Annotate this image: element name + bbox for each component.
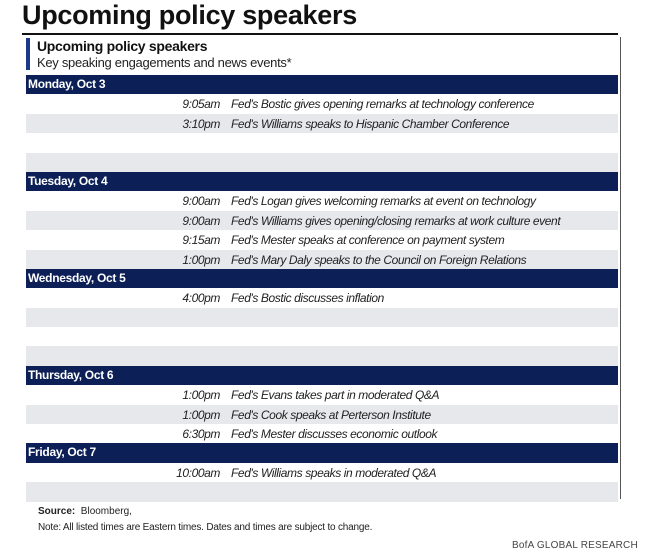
event-time: 9:15am (182, 233, 220, 248)
day-header (26, 172, 618, 191)
event-time: 9:00am (182, 194, 220, 209)
event-row (26, 211, 618, 230)
brand-label: BofA GLOBAL RESEARCH (512, 540, 638, 551)
page-title: Upcoming policy speakers (22, 0, 357, 30)
footer-note: Note: All listed times are Eastern times. Dates and times are subject to change. (38, 522, 373, 533)
day-header (26, 443, 618, 462)
footer-source (38, 506, 132, 517)
event-time: 6:30pm (182, 427, 220, 442)
blank-row (26, 482, 618, 501)
event-row (26, 463, 618, 482)
event-description: Fed's Mester speaks at conference on payment system (231, 233, 505, 248)
panel-title: Upcoming policy speakers (37, 38, 208, 54)
title-rule (22, 33, 618, 35)
blank-row (26, 153, 618, 172)
event-time: 4:00pm (182, 291, 220, 306)
event-time: 1:00pm (182, 388, 220, 403)
event-row (26, 230, 618, 249)
event-time: 9:05am (182, 97, 220, 112)
event-time: 1:00pm (182, 252, 220, 267)
event-time: 10:00am (176, 465, 220, 480)
event-time: 9:00am (182, 213, 220, 228)
event-description: Fed's Bostic gives opening remarks at technology conference (231, 97, 534, 112)
event-description: Fed's Mary Daly speaks to the Council on Foreign Relations (231, 252, 527, 267)
event-row (26, 405, 618, 424)
event-time: 1:00pm (182, 407, 220, 422)
day-header-label: Monday, Oct 3 (28, 77, 106, 91)
event-row (26, 385, 618, 404)
event-row (26, 114, 618, 133)
event-time: 3:10pm (182, 116, 220, 131)
event-description: Fed's Cook speaks at Perterson Institute (231, 407, 431, 422)
blank-row (26, 133, 618, 152)
day-header-label: Wednesday, Oct 5 (28, 270, 126, 285)
event-description: Fed's Bostic discusses inflation (231, 291, 384, 306)
panel-side-rule (620, 37, 621, 499)
panel-accent-bar (26, 38, 30, 70)
blank-row (26, 308, 618, 327)
event-description: Fed's Williams speaks in moderated Q&A (231, 465, 437, 480)
event-description: Fed's Mester discusses economic outlook (231, 427, 438, 442)
event-row (26, 191, 618, 210)
day-header (26, 75, 618, 94)
blank-row (26, 327, 618, 346)
panel-subtitle: Key speaking engagements and news events* (37, 55, 292, 70)
event-description: Fed's Williams speaks to Hispanic Chamber Conference (231, 116, 510, 131)
source-value: Bloomberg, (80, 506, 132, 517)
event-row (26, 424, 618, 443)
event-description: Fed's Logan gives welcoming remarks at event on technology (231, 194, 536, 209)
event-description: Fed's Evans takes part in moderated Q&A (231, 388, 440, 403)
day-header (26, 269, 618, 288)
schedule-table (26, 75, 618, 521)
day-header-label: Thursday, Oct 6 (28, 367, 114, 382)
blank-row (26, 346, 618, 365)
day-header-label: Friday, Oct 7 (28, 445, 96, 460)
event-description: Fed's Williams gives opening/closing remarks at work culture event (231, 213, 561, 228)
event-row (26, 250, 618, 269)
event-row (26, 94, 618, 113)
event-row (26, 288, 618, 307)
day-header (26, 366, 618, 385)
day-header-label: Tuesday, Oct 4 (28, 173, 108, 188)
source-label: Source: (38, 506, 76, 517)
